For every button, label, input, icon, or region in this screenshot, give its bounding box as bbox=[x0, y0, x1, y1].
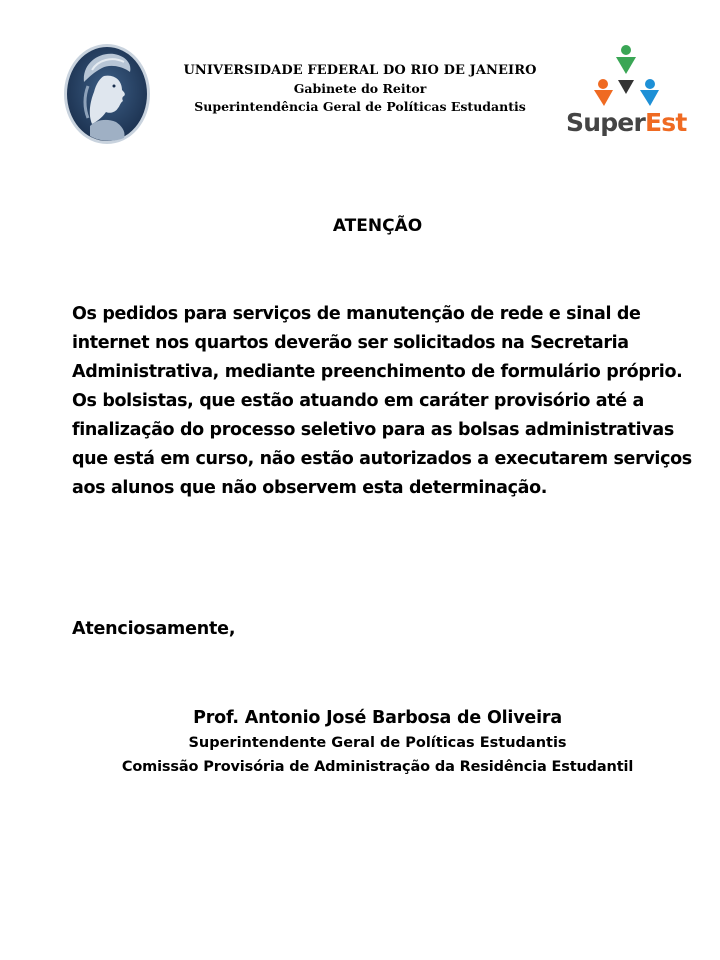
office-name: Gabinete do Reitor bbox=[293, 81, 427, 96]
brand-est: Est bbox=[644, 108, 687, 137]
letterhead bbox=[160, 62, 560, 116]
superest-logo bbox=[566, 44, 688, 142]
notice-paragraph-2: Os bolsistas, que estão atuando em caráter provisório até a finalização do processo seletivo para as bolsas administrativas que está em curso, não estão autorizados a executarem serviços aos alunos que não observem esta determinação. bbox=[72, 391, 692, 498]
brand-super: Super bbox=[566, 108, 645, 137]
university-name: UNIVERSIDADE FEDERAL DO RIO DE JANEIRO bbox=[183, 63, 537, 78]
superest-logo-icon bbox=[566, 44, 688, 108]
department-name: Superintendência Geral de Políticas Estudantis bbox=[194, 99, 526, 114]
signer-commission: Comissão Provisória de Administração da Residência Estudantil bbox=[121, 759, 634, 775]
signer-role: Superintendente Geral de Políticas Estudantis bbox=[188, 735, 567, 751]
closing-salutation: Atenciosamente, bbox=[72, 619, 236, 639]
notice-paragraph-1: Os pedidos para serviços de manutenção de rede e sinal de internet nos quartos deverão ser solicitados na Secretaria Administrativa, mediante preenchimento de formulário próprio. bbox=[72, 304, 683, 382]
superest-wordmark bbox=[566, 108, 688, 137]
notice-body bbox=[72, 300, 692, 503]
signer-name: Prof. Antonio José Barbosa de Oliveira bbox=[193, 708, 562, 728]
ufrj-minerva-seal-icon bbox=[62, 42, 152, 146]
signature-block bbox=[0, 705, 720, 779]
notice-title: ATENÇÃO bbox=[332, 216, 423, 236]
